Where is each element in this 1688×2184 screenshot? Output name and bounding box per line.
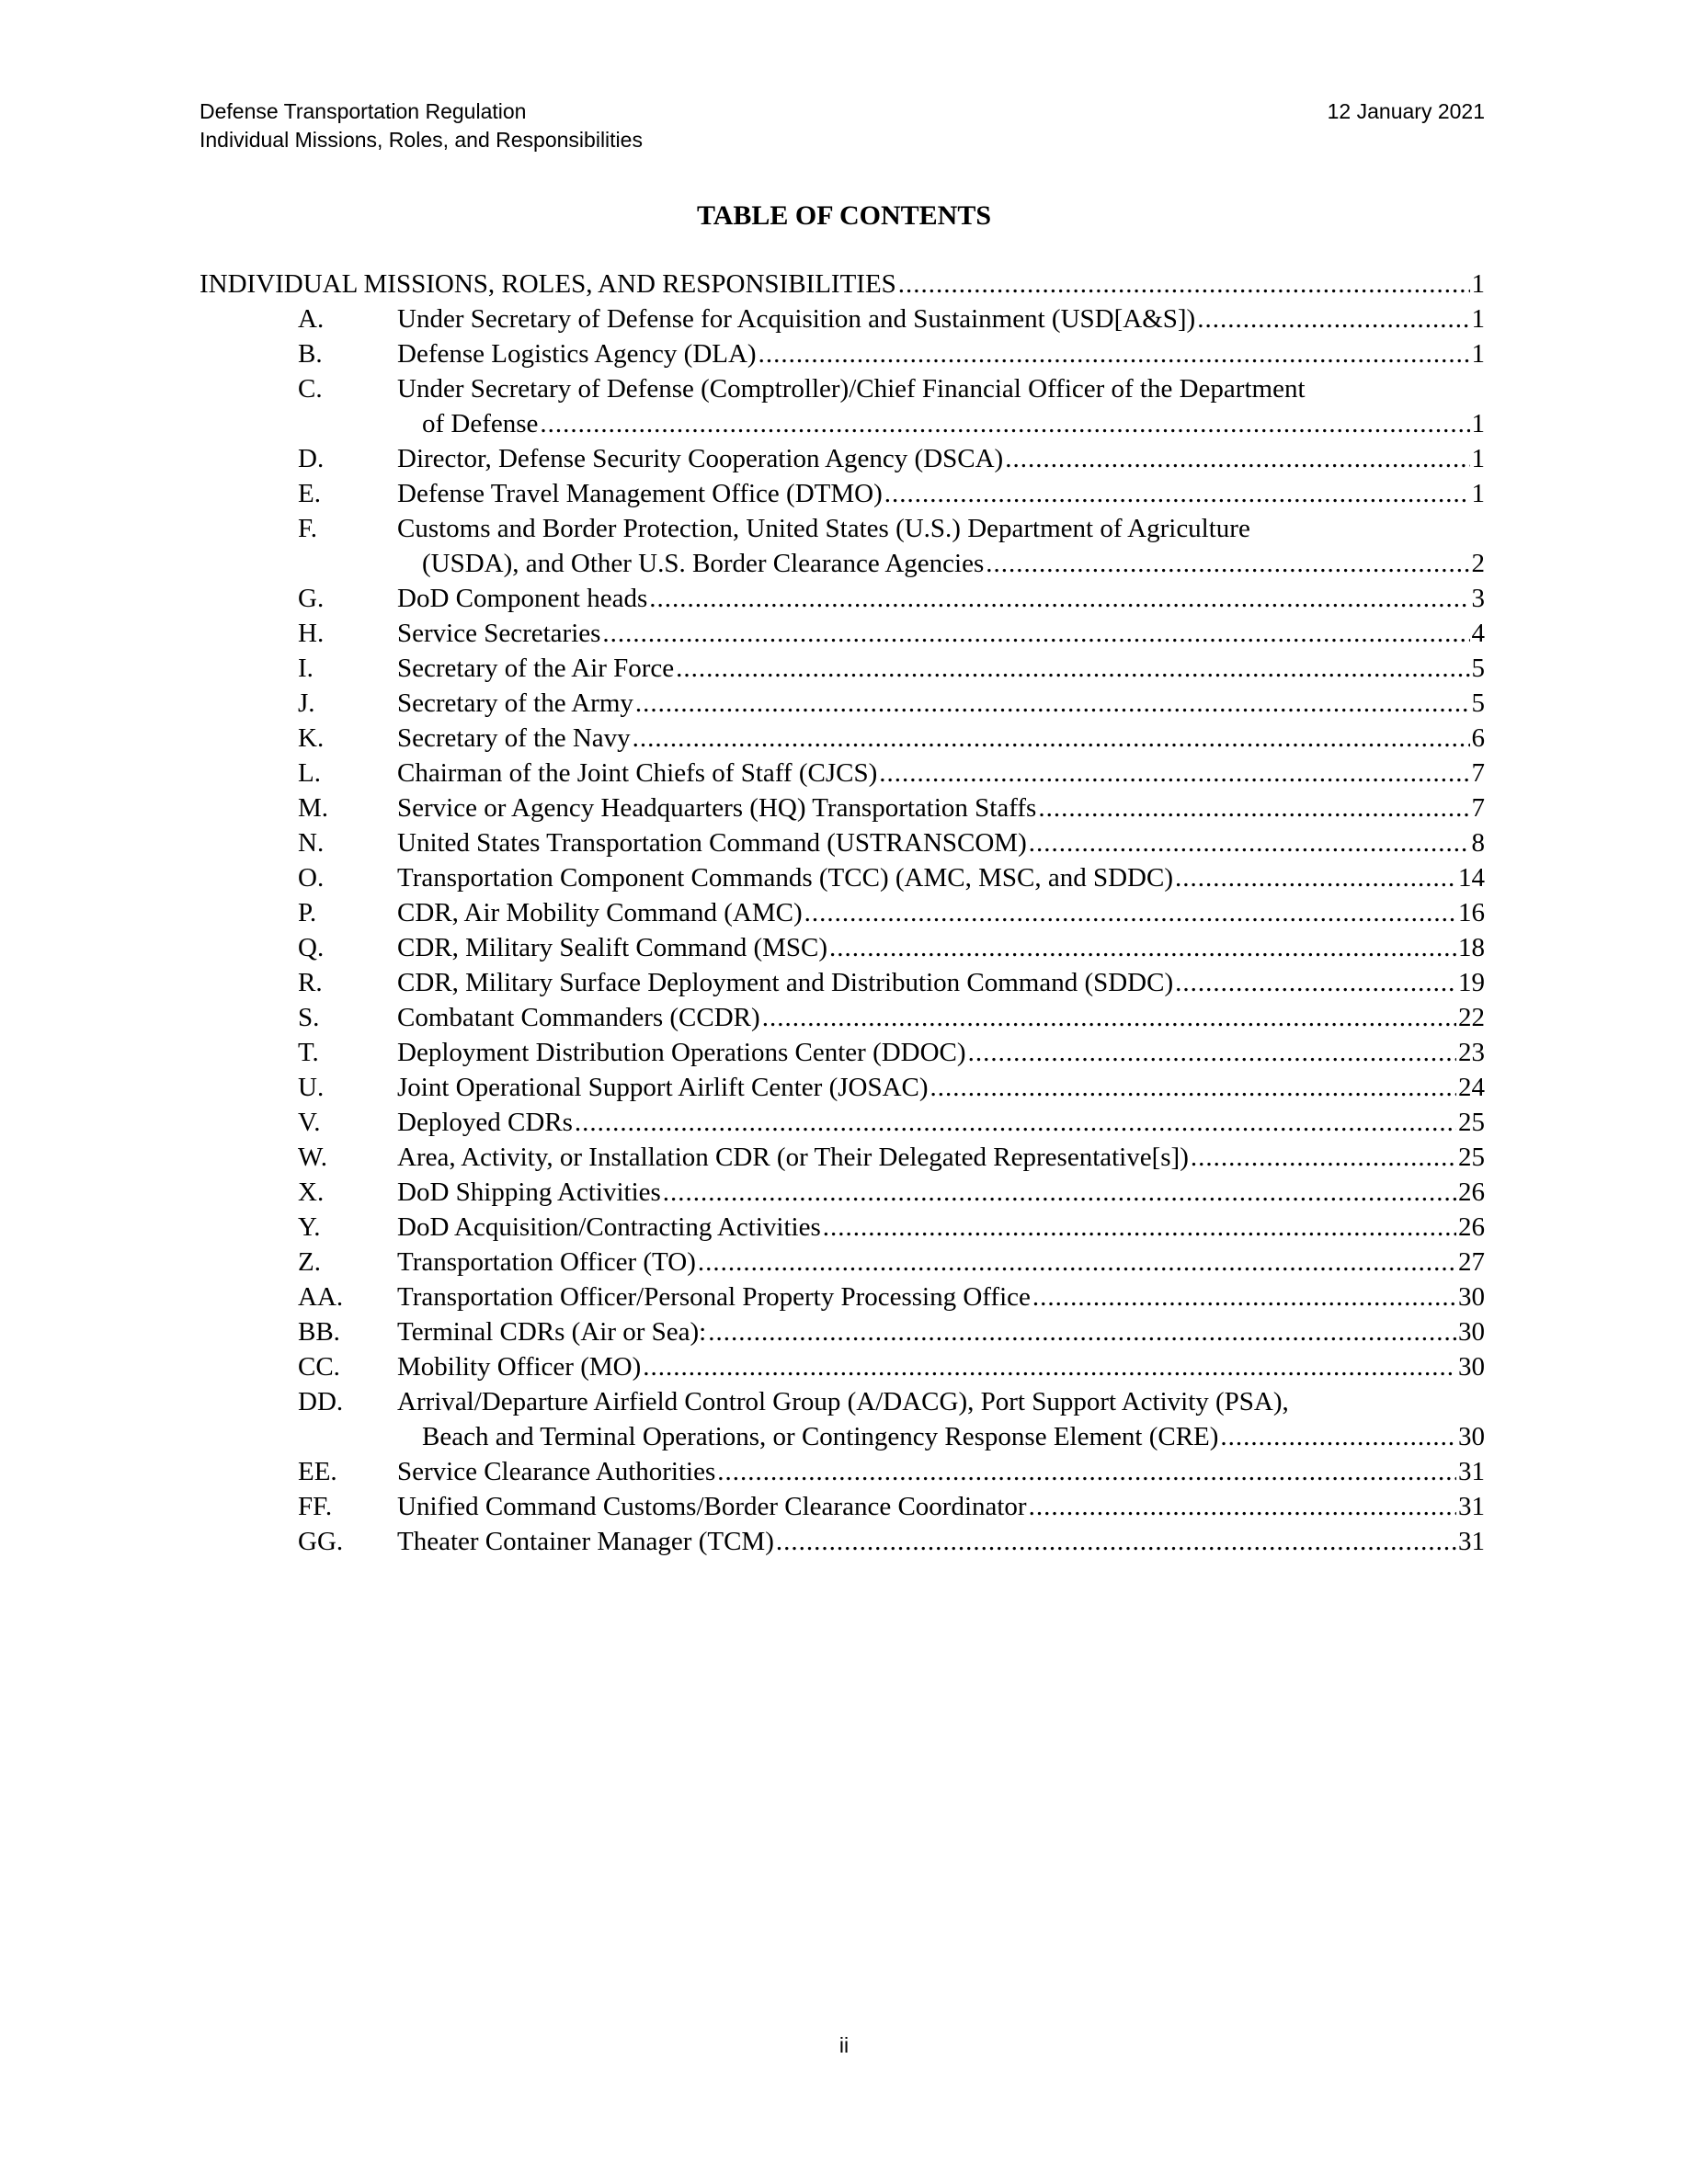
toc-entry[interactable] [200,301,1485,336]
toc-entry-text: Transportation Component Commands (TCC) (AMC, MSC, and SDDC) [397,863,1173,893]
toc-leader [823,1210,1456,1245]
toc-entry-line [397,1035,1485,1070]
toc-entry-body [397,371,1485,441]
toc-entry-line [397,1000,1485,1035]
toc-entry-text: DoD Shipping Activities [397,1177,661,1207]
toc-entry-text: Arrival/Departure Airfield Control Group (A/DACG), Port Support Activity (PSA), [397,1387,1289,1416]
toc-leader [1175,860,1456,895]
toc-entry-text: Under Secretary of Defense (Comptroller)/Chief Financial Officer of the Department [397,374,1306,404]
toc-leader [1038,791,1469,825]
toc-entry-line [397,895,1485,930]
toc-entry-letter: L. [298,758,321,788]
toc-entry[interactable] [200,756,1485,791]
toc-leader [602,616,1469,651]
document-title: Defense Transportation Regulation [200,99,527,123]
toc-entry-body [397,1175,1485,1210]
toc-leader [575,1105,1456,1140]
toc-entry-body [397,651,1485,686]
toc-entry-line [397,406,1485,441]
toc-entry-text: Transportation Officer (TO) [397,1247,696,1277]
toc-entry[interactable] [200,441,1485,476]
toc-entry-line [397,1245,1485,1280]
toc-entry[interactable] [200,1175,1485,1210]
toc-entry-page: 7 [1471,793,1485,823]
toc-entry[interactable] [200,616,1485,651]
document-date: 12 January 2021 [1327,99,1485,123]
toc-entry-letter: A. [298,304,325,334]
toc-entry-page: 16 [1458,898,1485,927]
toc-entry[interactable] [200,825,1485,860]
toc-entry-body [397,511,1485,581]
toc-entry-text: Chairman of the Joint Chiefs of Staff (CJCS) [397,758,878,788]
toc-leader [758,336,1470,371]
toc-entry-line [397,1070,1485,1105]
header-row-bottom [200,126,1485,154]
toc-entry-text: Service or Agency Headquarters (HQ) Transportation Staffs [397,793,1037,823]
toc-entry-page: 25 [1458,1143,1485,1172]
toc-entry-page: 5 [1471,688,1485,718]
toc-entry-letter: T. [298,1038,319,1067]
toc-entry-body [397,1140,1485,1175]
toc-entry[interactable] [200,860,1485,895]
table-of-contents [200,267,1485,1559]
toc-entry-body [397,1070,1485,1105]
toc-entry[interactable] [200,1140,1485,1175]
toc-entry-line [397,1489,1485,1524]
toc-entry-letter: K. [298,723,325,753]
toc-entry[interactable] [200,1489,1485,1524]
toc-entry[interactable] [200,1454,1485,1489]
toc-entry-body [397,930,1485,965]
toc-leader [1029,1489,1456,1524]
toc-entry-text: CDR, Military Surface Deployment and Distribution Command (SDDC) [397,968,1174,997]
toc-entry-letter: BB. [298,1317,340,1347]
toc-entry-page: 1 [1471,339,1485,369]
toc-entry-page: 27 [1458,1247,1485,1277]
toc-entry-text: Joint Operational Support Airlift Center (JOSAC) [397,1073,929,1102]
toc-entry-line [397,581,1485,616]
toc-entries [200,301,1485,1559]
toc-leader [1032,1280,1456,1314]
toc-entry-page: 4 [1471,619,1485,648]
toc-entry-text: Area, Activity, or Installation CDR (or Their Delegated Representative[s]) [397,1143,1189,1172]
toc-entry-line [397,1349,1485,1384]
header-row-top [200,97,1485,126]
toc-leader [540,406,1469,441]
toc-entry-page: 6 [1471,723,1485,753]
toc-entry-line [397,1454,1485,1489]
toc-entry-page: 31 [1458,1492,1485,1521]
toc-entry-page: 19 [1458,968,1485,997]
toc-entry-line [397,336,1485,371]
toc-entry-line [397,476,1485,511]
toc-entry-page: 1 [1471,479,1485,508]
toc-entry-line [397,860,1485,895]
toc-entry-line [397,721,1485,756]
toc-leader [930,1070,1456,1105]
toc-entry-line [397,930,1485,965]
toc-entry[interactable] [200,1000,1485,1035]
toc-entry-line [397,1210,1485,1245]
toc-entry-letter: Y. [298,1212,321,1242]
toc-entry-body [397,721,1485,756]
toc-entry-body [397,441,1485,476]
toc-entry-line [397,371,1485,406]
toc-entry[interactable] [200,1384,1485,1454]
toc-main-entry[interactable] [200,267,1485,301]
toc-entry-page: 8 [1471,828,1485,858]
toc-entry-page: 31 [1458,1527,1485,1556]
toc-entry-letter: I. [298,654,314,683]
toc-entry[interactable] [200,1245,1485,1280]
toc-entry-text: DoD Component heads [397,584,648,613]
toc-entry-body [397,756,1485,791]
toc-entry-page: 23 [1458,1038,1485,1067]
toc-entry[interactable] [200,1070,1485,1105]
toc-entry-text: Deployment Distribution Operations Center (DDOC) [397,1038,966,1067]
toc-entry-line [397,1384,1485,1419]
toc-leader [1029,825,1470,860]
toc-entry-text: CDR, Air Mobility Command (AMC) [397,898,803,927]
toc-entry-text: Transportation Officer/Personal Property Processing Office [397,1282,1031,1312]
toc-entry-line [397,1524,1485,1559]
toc-entry-letter: DD. [298,1387,344,1416]
toc-entry-letter: O. [298,863,325,893]
toc-main-text: INDIVIDUAL MISSIONS, ROLES, AND RESPONSIBILITIES [200,269,896,299]
toc-entry-letter: GG. [298,1527,344,1556]
toc-entry-text: Secretary of the Army [397,688,633,718]
toc-entry-page: 26 [1458,1212,1485,1242]
toc-leader [1005,441,1469,476]
toc-entry[interactable] [200,651,1485,686]
toc-leader [829,930,1456,965]
toc-entry-line [397,1105,1485,1140]
toc-entry-body [397,791,1485,825]
toc-entry-line [397,1419,1485,1454]
toc-leader [698,1245,1456,1280]
toc-entry-body [397,1035,1485,1070]
toc-entry-page: 1 [1471,409,1485,438]
toc-entry-letter: M. [298,793,329,823]
toc-entry[interactable] [200,1105,1485,1140]
toc-entry-line [397,756,1485,791]
toc-entry-text: Unified Command Customs/Border Clearance Coordinator [397,1492,1027,1521]
toc-entry-line [397,546,1485,581]
toc-leader [643,1349,1456,1384]
toc-leader [1191,1140,1456,1175]
toc-entry-body [397,476,1485,511]
toc-entry-body [397,1384,1485,1454]
toc-entry[interactable] [200,930,1485,965]
toc-entry-page: 30 [1458,1317,1485,1347]
toc-entry-body [397,895,1485,930]
toc-entry-page: 14 [1458,863,1485,893]
page-number: ii [838,2033,850,2057]
toc-entry[interactable] [200,511,1485,581]
toc-entry-text: United States Transportation Command (USTRANSCOM) [397,828,1027,858]
toc-leader [633,721,1470,756]
toc-entry-page: 5 [1471,654,1485,683]
toc-entry-letter: E. [298,479,321,508]
toc-entry-letter: B. [298,339,323,369]
toc-entry-page: 2 [1471,549,1485,578]
page-header [200,97,1485,154]
toc-entry[interactable] [200,371,1485,441]
toc-entry[interactable] [200,1349,1485,1384]
toc-entry-page: 30 [1458,1282,1485,1312]
toc-entry-text: CDR, Military Sealift Command (MSC) [397,933,828,962]
toc-entry-letter: G. [298,584,325,613]
toc-entry-text: Theater Container Manager (TCM) [397,1527,774,1556]
toc-leader [635,686,1470,721]
toc-entry-page: 1 [1471,444,1485,473]
toc-entry-letter: W. [298,1143,327,1172]
toc-entry-text: Terminal CDRs (Air or Sea): [397,1317,707,1347]
toc-entry-body [397,336,1485,371]
toc-entry-letter: R. [298,968,323,997]
toc-entry-text: Customs and Border Protection, United States (U.S.) Department of Agriculture [397,514,1250,543]
toc-entry-page: 22 [1458,1003,1485,1032]
toc-leader [776,1524,1456,1559]
toc-entry[interactable] [200,1210,1485,1245]
toc-entry-page: 1 [1471,304,1485,334]
toc-entry-text: Under Secretary of Defense for Acquisition and Sustainment (USD[A&S]) [397,304,1196,334]
toc-entry-text: Defense Logistics Agency (DLA) [397,339,757,369]
toc-entry-body [397,825,1485,860]
toc-entry-text: Combatant Commanders (CCDR) [397,1003,760,1032]
toc-entry[interactable] [200,336,1485,371]
toc-entry-line [397,965,1485,1000]
toc-entry-letter: Q. [298,933,325,962]
toc-entry-text: Service Clearance Authorities [397,1457,716,1486]
toc-entry-letter: U. [298,1073,325,1102]
toc-entry-text: Secretary of the Navy [397,723,631,753]
toc-entry-page: 26 [1458,1177,1485,1207]
toc-entry-body [397,1349,1485,1384]
toc-entry-text: DoD Acquisition/Contracting Activities [397,1212,821,1242]
toc-leader [1197,301,1469,336]
toc-entry-line [397,651,1485,686]
toc-entry-line [397,1140,1485,1175]
toc-entry-page: 25 [1458,1108,1485,1137]
toc-entry[interactable] [200,965,1485,1000]
toc-entry-text: Deployed CDRs [397,1108,573,1137]
toc-leader [1175,965,1456,1000]
toc-entry-letter: C. [298,374,323,404]
toc-leader [663,1175,1456,1210]
toc-entry-page: 3 [1471,584,1485,613]
toc-entry-text: Defense Travel Management Office (DTMO) [397,479,883,508]
toc-leader [804,895,1456,930]
toc-entry-letter: AA. [298,1282,344,1312]
toc-leader [708,1314,1456,1349]
toc-entry-page: 24 [1458,1073,1485,1102]
toc-entry-text: Beach and Terminal Operations, or Contingency Response Element (CRE) [422,1422,1219,1451]
toc-entry-letter: FF. [298,1492,333,1521]
toc-title: TABLE OF CONTENTS [696,200,992,231]
toc-entry-line [397,511,1485,546]
toc-entry-page: 30 [1458,1352,1485,1382]
toc-entry-letter: X. [298,1177,325,1207]
toc-entry-line [397,791,1485,825]
toc-entry[interactable] [200,895,1485,930]
toc-entry-text: Mobility Officer (MO) [397,1352,642,1382]
toc-entry-body [397,1280,1485,1314]
toc-entry-line [397,441,1485,476]
toc-leader [762,1000,1456,1035]
toc-entry-line [397,616,1485,651]
toc-leader [649,581,1469,616]
toc-entry-text: Secretary of the Air Force [397,654,675,683]
toc-entry-line [397,1175,1485,1210]
toc-entry-text: (USDA), and Other U.S. Border Clearance Agencies [422,549,985,578]
toc-entry[interactable] [200,1280,1485,1314]
toc-entry-body [397,1245,1485,1280]
toc-entry[interactable] [200,1314,1485,1349]
toc-entry-body [397,1314,1485,1349]
toc-leader [879,756,1469,791]
toc-entry-line [397,686,1485,721]
toc-leader [986,546,1469,581]
toc-entry-page: 7 [1471,758,1485,788]
toc-entry-text: Service Secretaries [397,619,601,648]
toc-entry[interactable] [200,721,1485,756]
toc-entry-body [397,860,1485,895]
toc-entry-body [397,616,1485,651]
toc-entry-letter: H. [298,619,325,648]
toc-entry[interactable] [200,686,1485,721]
toc-entry-body [397,1000,1485,1035]
toc-entry-page: 31 [1458,1457,1485,1486]
toc-leader [1220,1419,1456,1454]
toc-leader [676,651,1469,686]
toc-main-page: 1 [1471,269,1485,299]
toc-entry-body [397,1489,1485,1524]
toc-entry-body [397,301,1485,336]
toc-entry[interactable] [200,791,1485,825]
toc-entry-body [397,1524,1485,1559]
toc-entry[interactable] [200,1524,1485,1559]
toc-entry-body [397,1454,1485,1489]
toc-entry-line [397,825,1485,860]
toc-entry-letter: Z. [298,1247,321,1277]
toc-entry-letter: F. [298,514,318,543]
toc-entry-body [397,581,1485,616]
toc-leader [968,1035,1456,1070]
toc-entry-letter: V. [298,1108,321,1137]
toc-entry-body [397,965,1485,1000]
toc-entry-letter: S. [298,1003,320,1032]
toc-entry-line [397,301,1485,336]
toc-entry-letter: D. [298,444,325,473]
toc-entry-line [397,1280,1485,1314]
toc-entry[interactable] [200,581,1485,616]
toc-entry-letter: J. [298,688,315,718]
toc-entry-letter: N. [298,828,325,858]
toc-entry-body [397,1210,1485,1245]
toc-leader [717,1454,1456,1489]
toc-entry-letter: CC. [298,1352,340,1382]
toc-entry-line [397,1314,1485,1349]
toc-entry[interactable] [200,476,1485,511]
toc-entry-body [397,1105,1485,1140]
toc-entry[interactable] [200,1035,1485,1070]
toc-entry-letter: P. [298,898,317,927]
toc-entry-text: of Defense [422,409,539,438]
toc-entry-page: 30 [1458,1422,1485,1451]
toc-entry-page: 18 [1458,933,1485,962]
document-subtitle: Individual Missions, Roles, and Responsibilities [200,128,643,152]
toc-entry-text: Director, Defense Security Cooperation Agency (DSCA) [397,444,1004,473]
toc-entry-letter: EE. [298,1457,337,1486]
toc-entry-body [397,686,1485,721]
toc-leader [898,267,1470,301]
toc-leader [884,476,1470,511]
